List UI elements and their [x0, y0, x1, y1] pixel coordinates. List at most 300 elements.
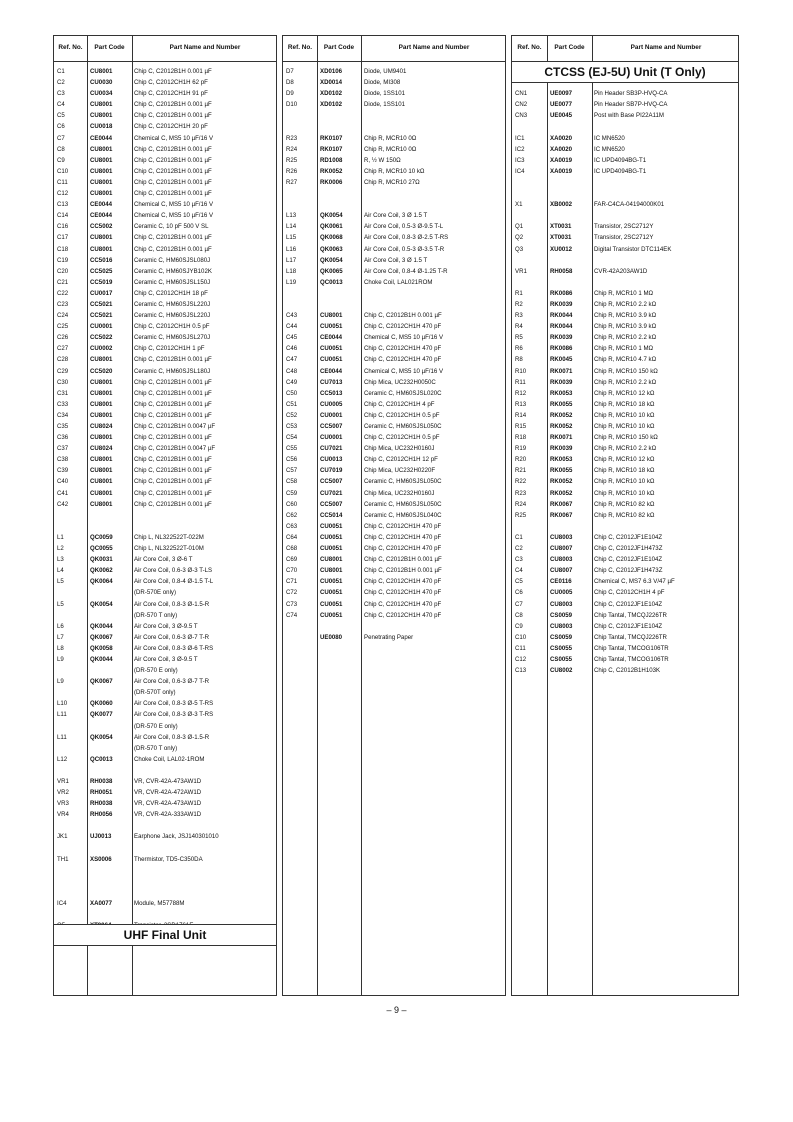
part-name: Transistor, 2SC2712Y [594, 223, 654, 231]
part-name: IC UPD4094BG-T1 [594, 156, 647, 164]
part-name: Air Core Coil, 0.8-3 Ø-1.5-R [134, 600, 210, 608]
ref-no: R12 [515, 389, 527, 397]
part-name: Chip R, MCR10 1 MΩ [594, 289, 654, 297]
table-row [54, 809, 276, 820]
part-code: CU0051 [320, 323, 343, 331]
part-code: CU0051 [320, 600, 343, 608]
table-row [512, 221, 738, 232]
part-name: Air Core Coil, 3 Ø-6 T [134, 556, 193, 564]
ref-no: C3 [515, 556, 523, 564]
part-code: RK0039 [550, 300, 573, 308]
ref-no: R3 [515, 312, 523, 320]
ref-no: R10 [515, 367, 527, 375]
ref-no: C40 [57, 478, 69, 486]
part-name: Chip Mica, UC232H0220F [364, 467, 436, 475]
ref-no: X1 [515, 201, 523, 209]
part-code: CU8001 [90, 478, 113, 486]
table-row [54, 820, 276, 831]
ref-no: C8 [57, 145, 65, 153]
ref-no: L19 [286, 278, 297, 286]
ref-no: R11 [515, 378, 526, 386]
part-name: Chip C, C2012B1H 0.001 µF [134, 68, 212, 75]
part-name: Chip Mica, UC232H0160J [364, 445, 435, 453]
table-row [512, 210, 738, 221]
table-row [54, 854, 276, 865]
table-row [512, 565, 738, 576]
header-ref: Ref. No. [287, 44, 313, 52]
part-code: CU8024 [90, 445, 113, 453]
part-code: XA0020 [550, 134, 573, 142]
ref-no: C52 [286, 411, 298, 419]
part-code: CU0018 [90, 123, 113, 131]
part-name: CVR-42A203AW1D [594, 267, 648, 275]
part-code: QK0054 [90, 733, 113, 741]
table-row [512, 621, 738, 632]
table-row [512, 576, 738, 587]
table-row [54, 421, 276, 432]
parts-rows [512, 66, 738, 676]
part-code: CU8001 [90, 356, 113, 364]
part-name: Chip C, C2012B1H 0.0047 µF [134, 423, 216, 430]
table-row [512, 88, 738, 99]
table-row [512, 554, 738, 565]
table-row [283, 232, 505, 243]
table-row [54, 188, 276, 199]
part-name: Chip R, MCR10 4.7 kΩ [594, 356, 657, 364]
part-name: Chip C, C2012B1H 0.001 µF [134, 156, 212, 164]
ref-no: R23 [515, 489, 527, 497]
ref-no: C47 [286, 356, 298, 364]
part-code: QK0044 [90, 622, 113, 630]
part-name: Chip C, C2012JF1H473Z [594, 567, 663, 575]
table-row [283, 443, 505, 454]
part-code: QK0061 [320, 223, 343, 231]
ref-no: C21 [57, 278, 69, 286]
table-row [54, 521, 276, 532]
part-name: R, ½ W 150Ω [364, 156, 401, 164]
ref-no: C5 [57, 112, 65, 120]
part-name: (DR-570 E only) [134, 667, 178, 675]
ref-no: R14 [515, 411, 527, 419]
part-name: Chip C, C2012CH1H 470 pF [364, 345, 442, 353]
part-code: CS0059 [550, 611, 573, 619]
table-row [283, 210, 505, 221]
ref-no: C49 [286, 378, 298, 386]
table-row [283, 587, 505, 598]
part-name: Air Core Coil, 0.8-3 Ø-1.5-R [134, 733, 210, 741]
part-name: VR, CVR-42A-333AW1D [134, 811, 202, 819]
ref-no: C26 [57, 334, 69, 342]
part-name: Chip C, C2012B1H103K [594, 667, 661, 675]
ref-no: C68 [286, 545, 298, 553]
ref-no: C4 [57, 101, 65, 109]
ref-no: C5 [515, 578, 523, 586]
ref-no: C31 [57, 389, 69, 397]
part-name: (DR-570 E only) [134, 722, 178, 730]
part-code: RH0051 [90, 789, 113, 797]
part-code: RK0055 [550, 400, 573, 408]
part-code: CE0116 [550, 578, 572, 586]
part-code: RK0052 [550, 411, 573, 419]
part-name: Chip R, MCR10 10 kΩ [594, 423, 655, 430]
table-row [54, 754, 276, 765]
part-code: RK0039 [550, 334, 573, 342]
part-code: QK0054 [90, 600, 113, 608]
part-name: Pin Header SB3P-HVQ-CA [594, 90, 668, 98]
part-name: Transistor, 2SC2712Y [594, 234, 654, 242]
part-code: RH0038 [90, 778, 113, 785]
part-name: Chip C, C2012B1H 0.001 µF [134, 456, 212, 464]
part-name: Chip R, MCR10 10 kΩ [364, 167, 425, 175]
part-name: Chip C, C2012B1H 0.001 µF [364, 556, 442, 564]
part-name: Chip C, C2012B1H 0.001 µF [134, 234, 212, 242]
table-row [54, 166, 276, 177]
part-name: Chip C, C2012CH1H 470 pF [364, 545, 442, 553]
part-code: XA0019 [550, 156, 573, 164]
table-row [54, 366, 276, 377]
table-row [512, 610, 738, 621]
table-row [54, 133, 276, 144]
ref-no: C2 [57, 79, 65, 87]
part-code: CU8001 [90, 434, 113, 442]
table-row [283, 110, 505, 121]
table-row [54, 743, 276, 754]
ref-no: C63 [286, 522, 298, 530]
part-code: RK0086 [550, 345, 573, 353]
part-name: Chip C, C2012B1H 0.001 µF [134, 478, 212, 486]
table-row [512, 410, 738, 421]
table-row [283, 77, 505, 88]
part-name: Chip Tantal, TMCQJ226TR [594, 611, 667, 619]
table-row [54, 399, 276, 410]
table-row [283, 354, 505, 365]
table-row [54, 732, 276, 743]
table-row [512, 188, 738, 199]
part-name: IC MN6520 [594, 134, 625, 142]
ref-no: C11 [57, 178, 68, 186]
ref-no: VR2 [57, 789, 69, 797]
table-row [283, 488, 505, 499]
table-row [512, 110, 738, 121]
part-name: IC UPD4094BG-T1 [594, 167, 647, 175]
part-name: Chip C, C2012CH1H 470 pF [364, 533, 442, 541]
part-name: Chip Mica, UC232H0050C [364, 378, 436, 386]
part-name: Air Core Coil, 0.8-3 Ø-2.5 T-RS [364, 234, 449, 242]
part-name: Air Core Coil, 0.6-3 Ø-7 T-R [134, 678, 210, 686]
part-code: CU0051 [320, 522, 343, 530]
part-name: (DR-570 T only) [134, 611, 178, 619]
ref-no: C22 [57, 289, 69, 297]
ref-no: D7 [286, 68, 294, 75]
ref-no: VR3 [57, 800, 69, 808]
table-row [512, 299, 738, 310]
ref-no: C36 [57, 434, 69, 442]
part-code: CC5007 [320, 500, 343, 508]
part-code: CU8001 [90, 378, 113, 386]
table-row [283, 221, 505, 232]
part-name: (DR-570E only) [134, 589, 176, 597]
ref-no: L16 [286, 245, 297, 253]
table-row [512, 465, 738, 476]
table-row [283, 599, 505, 610]
part-code: CE0044 [320, 334, 343, 342]
table-row [283, 543, 505, 554]
ref-no: C62 [286, 511, 298, 519]
part-name: Chip R, MCR10 2.2 kΩ [594, 445, 657, 453]
table-row [54, 377, 276, 388]
table-row [54, 499, 276, 510]
part-name: Chip C, C2012CH1H 91 pF [134, 90, 208, 98]
part-code: RK0052 [550, 478, 573, 486]
ref-no: R15 [515, 423, 527, 430]
part-code: RK0006 [320, 178, 343, 186]
part-code: RK0052 [320, 167, 343, 175]
table-row [54, 121, 276, 132]
table-row [283, 244, 505, 255]
part-code: CU0013 [320, 456, 343, 464]
header-part-name: Part Name and Number [630, 44, 702, 52]
ref-no: C72 [286, 589, 298, 597]
table-row [54, 843, 276, 854]
part-code: CU8001 [90, 467, 113, 475]
part-name: Ceramic C, HM60SJSL150J [134, 278, 211, 286]
part-name: Chip R, MCR10 2.2 kΩ [594, 300, 657, 308]
ref-no: L17 [286, 256, 297, 264]
ref-no: C12 [515, 655, 527, 663]
ref-no: C45 [286, 334, 298, 342]
part-code: UE0080 [320, 633, 343, 641]
part-name: Chip C, C2012CH1H 470 pF [364, 356, 442, 364]
table-row [512, 321, 738, 332]
ref-no: C24 [57, 312, 69, 320]
part-name: Chip R, MCR10 0Ω [364, 145, 417, 153]
part-name: Chip C, C2012B1H 0.001 µF [364, 567, 442, 575]
ref-no: L9 [57, 655, 64, 663]
ref-no: R13 [515, 400, 527, 408]
part-name: Chemical C, MS5 10 µF/16 V [134, 212, 214, 220]
part-code: QK0054 [320, 212, 343, 220]
ref-no: Q1 [515, 223, 524, 231]
part-code: XA0020 [550, 145, 573, 153]
part-name: Ceramic C, HM60SJSL050C [364, 478, 442, 486]
part-code: CU8001 [90, 400, 113, 408]
ref-no: C9 [57, 156, 65, 164]
table-row [512, 454, 738, 465]
part-name: Chip C, C2012JF1E104Z [594, 600, 663, 608]
ref-no: C23 [57, 300, 69, 308]
part-code: CU8003 [550, 556, 573, 564]
part-name: Module, M57788M [134, 900, 185, 908]
part-code: CC5016 [90, 256, 113, 264]
part-code: CE0044 [90, 212, 113, 220]
ref-no: C42 [57, 500, 69, 508]
part-name: Chip R, MCR10 3.9 kΩ [594, 312, 657, 320]
table-row [54, 576, 276, 587]
part-name: Post with Base PI22A11M [594, 112, 665, 120]
table-row [512, 354, 738, 365]
ref-no: C10 [515, 633, 527, 641]
part-code: CU8001 [90, 411, 113, 419]
part-name: Ceramic C, HM60SJSL180J [134, 367, 211, 375]
table-row [283, 454, 505, 465]
table-row [512, 244, 738, 255]
part-code: XD0102 [320, 90, 343, 98]
ref-no: R6 [515, 345, 523, 353]
parts-table-3 [511, 35, 739, 996]
ref-no: C38 [57, 456, 69, 464]
section-title-uhf-final: UHF Final Unit [54, 924, 276, 946]
part-name: Air Core Coil, 0.6-3 Ø-7 T-R [134, 633, 210, 641]
part-name: Diode, MI308 [364, 79, 401, 87]
table-row [54, 288, 276, 299]
ref-no: L9 [57, 678, 64, 686]
ref-no: C11 [515, 644, 526, 652]
part-name: Chip C, C2012B1H 0.001 µF [134, 101, 212, 109]
part-name: Chip C, C2012B1H 0.001 µF [134, 178, 212, 186]
part-name: Air Core Coil, 3 Ø-9.5 T [134, 655, 198, 663]
part-code: QK0054 [320, 256, 343, 264]
part-code: RH0038 [90, 800, 113, 808]
part-name: Chip R, MCR10 12 kΩ [594, 389, 655, 397]
table-row [512, 255, 738, 266]
part-code: UJ0013 [90, 833, 112, 841]
table-row [283, 332, 505, 343]
table-row [54, 266, 276, 277]
table-row [512, 332, 738, 343]
table-row [54, 77, 276, 88]
part-name: Chip R, MCR10 3.9 kΩ [594, 323, 657, 331]
part-code: CU8001 [90, 245, 113, 253]
part-name: Diode, 1SS101 [364, 101, 405, 109]
table-row [54, 554, 276, 565]
part-code: CU8001 [90, 101, 113, 109]
part-code: CU0051 [320, 545, 343, 553]
part-code: CU7021 [320, 489, 343, 497]
part-code: RK0039 [550, 378, 573, 386]
ref-no: Q2 [515, 234, 524, 242]
part-name: Air Core Coil, 0.8-3 Ø-5 T-RS [134, 700, 214, 708]
table-row [512, 366, 738, 377]
table-row [283, 621, 505, 632]
ref-no: C44 [286, 323, 298, 331]
part-name: Diode, UM9401 [364, 68, 407, 75]
ref-no: C60 [286, 500, 298, 508]
part-code: CU7021 [320, 445, 343, 453]
part-name: Chip C, C2012CH1H 12 pF [364, 456, 438, 464]
ref-no: C18 [57, 245, 69, 253]
table-row [283, 255, 505, 266]
ref-no: L5 [57, 578, 64, 586]
part-code: RK0055 [550, 467, 573, 475]
part-code: CU8001 [90, 68, 113, 75]
ref-no: D10 [286, 101, 298, 109]
ref-no: C35 [57, 423, 69, 430]
ref-no: C7 [515, 600, 523, 608]
table-row [54, 177, 276, 188]
ref-no: R18 [515, 434, 527, 442]
ref-no: C10 [57, 167, 69, 175]
part-name: Chip C, C2012CH1H 0.5 pF [134, 323, 210, 331]
part-name: Ceramic C, HM60SJYB102K [134, 267, 212, 275]
table-row [512, 476, 738, 487]
part-name: Chip L, NL322522T-022M [134, 533, 204, 541]
ref-no: L3 [57, 556, 64, 564]
part-name: Ceramic C, HM60SJSL270J [134, 334, 211, 342]
part-name: Ceramic C, HM60SJSL040C [364, 511, 442, 519]
part-code: RK0039 [550, 445, 573, 453]
ref-no: C50 [286, 389, 298, 397]
ref-no: CN3 [515, 112, 528, 120]
table-row [54, 721, 276, 732]
table-row [512, 177, 738, 188]
part-code: QK0077 [90, 711, 113, 719]
table-row [54, 454, 276, 465]
ref-no: Q3 [515, 245, 524, 253]
part-code: CU0051 [320, 533, 343, 541]
part-code: RK0086 [550, 289, 573, 297]
ref-no: C19 [57, 256, 69, 264]
table-row [54, 465, 276, 476]
ref-no: L8 [57, 644, 64, 652]
table-row [54, 587, 276, 598]
table-row [512, 654, 738, 665]
table-row [283, 465, 505, 476]
ref-no: C17 [57, 234, 69, 242]
parts-rows [283, 66, 505, 643]
ref-no: R22 [515, 478, 527, 486]
part-code: CE0044 [320, 367, 343, 375]
header-part-code: Part Code [323, 44, 355, 52]
part-name: Chip C, C2012B1H 0.001 µF [134, 145, 212, 153]
table-row [283, 499, 505, 510]
table-row [512, 665, 738, 676]
table-row [54, 765, 276, 776]
part-name: Chip C, C2012B1H 0.001 µF [134, 489, 212, 497]
ref-no: C64 [286, 533, 298, 541]
part-code: CU8003 [550, 622, 573, 630]
ref-no: C3 [57, 90, 65, 98]
part-name: Air Core Coil, 0.5-3 Ø-3.5 T-R [364, 245, 445, 253]
table-row [283, 343, 505, 354]
part-code: CE0044 [90, 201, 113, 209]
part-name: Ceramic C, HM60SJSL050C [364, 423, 442, 430]
parts-table-1 [53, 35, 277, 996]
table-row [512, 121, 738, 132]
table-row [512, 99, 738, 110]
part-code: UE0045 [550, 112, 573, 120]
table-row [283, 521, 505, 532]
table-row [54, 665, 276, 676]
ref-no: L6 [57, 622, 64, 630]
part-code: CU8001 [90, 500, 113, 508]
ref-no: C41 [57, 489, 69, 497]
table-row [512, 399, 738, 410]
part-name: Penetrating Paper [364, 633, 414, 641]
ref-no: C69 [286, 556, 298, 564]
part-name: Chip C, C2012JF1E104Z [594, 556, 663, 564]
ref-no: R24 [286, 145, 298, 153]
table-row [54, 798, 276, 809]
part-name: Choke Coil, LAL021ROM [364, 278, 433, 286]
part-code: CU7013 [320, 378, 343, 386]
part-code: RK0053 [550, 456, 573, 464]
ref-no: C71 [286, 578, 298, 586]
ref-no: C73 [286, 600, 298, 608]
part-code: QC0013 [90, 755, 113, 763]
part-code: XD0106 [320, 68, 343, 75]
part-name: Chemical C, MS5 10 µF/16 V [364, 367, 444, 375]
table-row [283, 155, 505, 166]
